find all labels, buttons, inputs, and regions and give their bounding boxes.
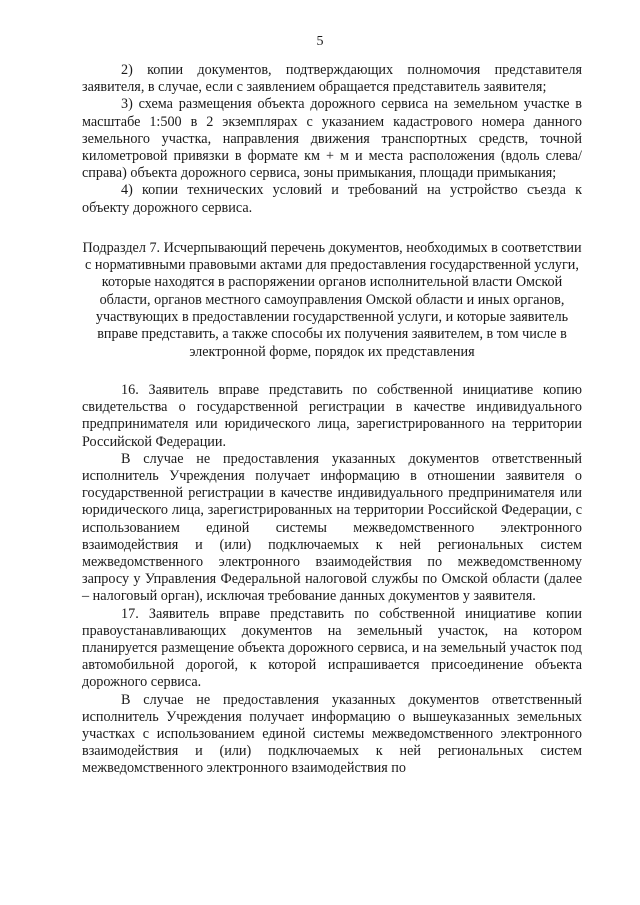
section-title: Подраздел 7. Исчерпывающий перечень документов, необходимых в соответствии с нормативными правовыми актами для предоставления государственной услуги, которые находятся в распоряжении органов исполнительной власти Омской области, органов местного самоуправления Омской области и иных органов, участвующих в предоставлении государственной услуги, и которые заявитель вправе представить, а также способы их получения заявителем, в том числе в электронной форме, порядок их представления (82, 239, 582, 360)
paragraph-17-continuation: В случае не предоставления указанных документов ответственный исполнитель Учреждения получает информацию о вышеуказанных земельных участках с использованием единой системы межведомственного электронного взаимодействия и (или) подключаемых к ней региональных систем межведомственного электронного взаимодействия по (82, 691, 582, 777)
paragraph-item-4: 4) копии технических условий и требований на устройство съезда к объекту дорожного сервиса. (82, 182, 582, 216)
paragraph-item-2: 2) копии документов, подтверждающих полномочия представителя заявителя, в случае, если с заявлением обращается представитель заявителя; (82, 62, 582, 96)
paragraph-16-continuation: В случае не предоставления указанных документов ответственный исполнитель Учреждения получает информацию в отношении заявителя о государственной регистрации в качестве индивидуального предпринимателя или юридического лица, зарегистрированных на территории Российской Федерации, с использованием единой системы межведомственного электронного взаимодействия и (или) подключаемых к ней региональных систем межведомственного электронного взаимодействия по межведомственному запросу у Управления Федеральной налоговой службы по Омской области (далее – налоговый орган), исключая требование данных документов у заявителя. (82, 450, 582, 605)
document-body (82, 62, 582, 778)
page-number: 5 (316, 34, 324, 49)
paragraph-17: 17. Заявитель вправе представить по собственной инициативе копии правоустанавливающих документов на земельный участок, на котором планируется размещение объекта дорожного сервиса, и на земельный участок под автомобильной дорогой, к которой испрашивается присоединение объекта дорожного сервиса. (82, 605, 582, 691)
paragraph-16: 16. Заявитель вправе представить по собственной инициативе копию свидетельства о государственной регистрации в качестве индивидуального предпринимателя или юридического лица, зарегистрированного на территории Российской Федерации. (82, 381, 582, 450)
paragraph-item-3: 3) схема размещения объекта дорожного сервиса на земельном участке в масштабе 1:500 в 2 экземплярах с указанием кадастрового номера данного земельного участка, направления движения транспортных средств, точной километровой привязки в формате км + м и места расположения (вдоль слева/справа) объекта дорожного сервиса, зоны примыкания, площади примыкания; (82, 96, 582, 182)
